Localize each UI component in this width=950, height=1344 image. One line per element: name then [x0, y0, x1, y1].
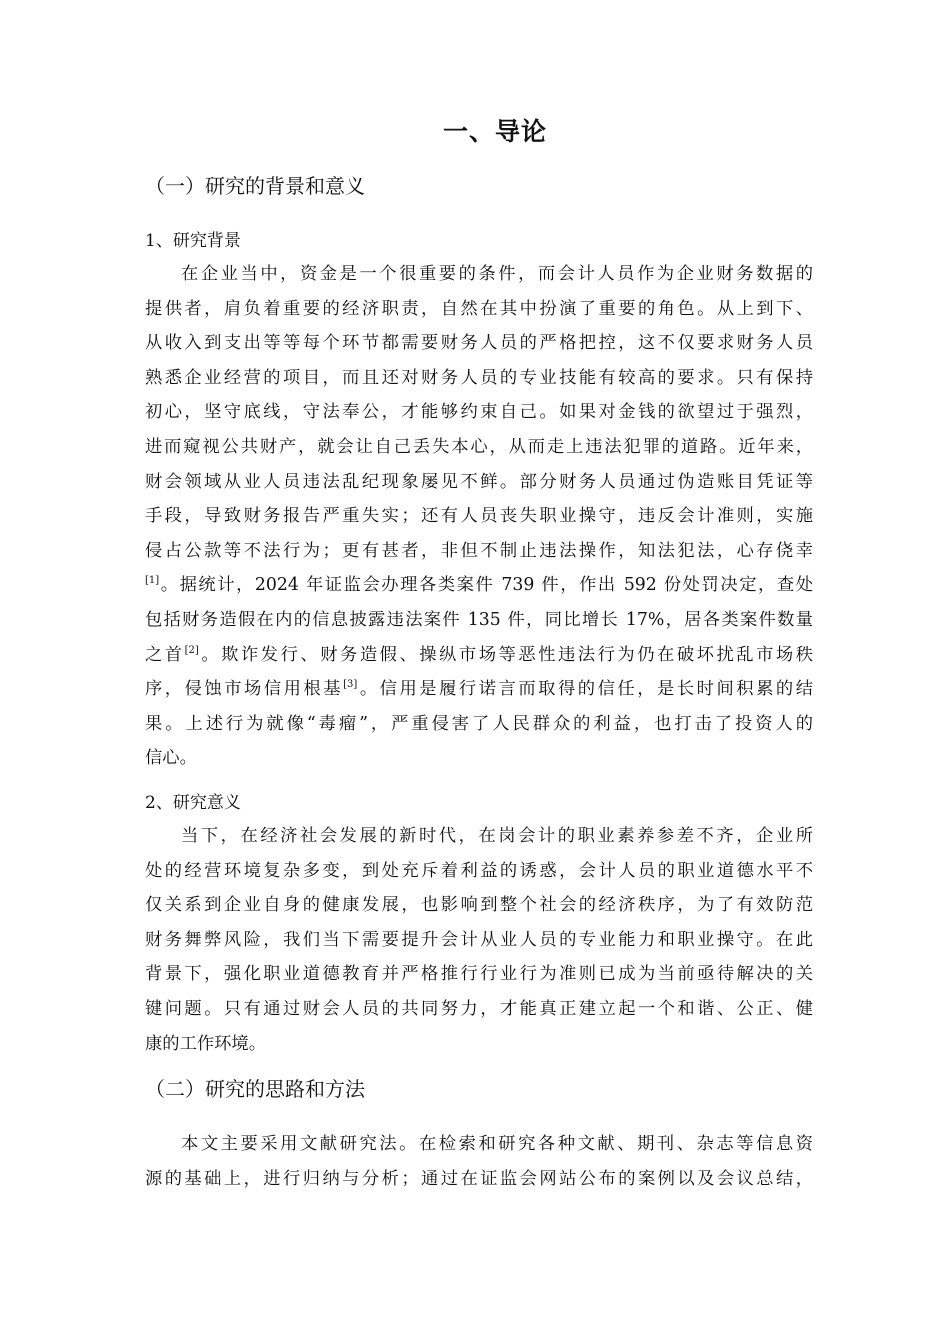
sub-heading-research-significance: 2、研究意义: [145, 793, 241, 813]
chapter-title: 一、导论: [442, 117, 547, 146]
paragraph-line-with-citation: [145, 568, 813, 603]
paragraph-line: 手段，导致财务报告严重失实；还有人员丧失职业操守，违反会计准则，实施: [145, 506, 813, 527]
paragraph-line: 当下，在经济社会发展的新时代，在岗会计的职业素养参差不齐，企业所: [181, 826, 813, 846]
paragraph-line: 果。上述行为就像“毒瘤”，严重侵害了人民群众的利益，也打击了投资人的: [145, 713, 813, 734]
paragraph-approach-methods: [145, 1127, 813, 1196]
paragraph-line: 仅关系到企业自身的健康发展，也影响到整个社会的经济秩序，为了有效防范: [145, 895, 813, 916]
paragraph-line: 熟悉企业经营的项目，而且还对财务人员的专业技能有较高的要求。只有保持: [145, 367, 813, 388]
sub-heading-research-background: 1、研究背景: [145, 231, 241, 251]
line-text: 之首: [145, 644, 185, 665]
paragraph-research-significance: [145, 819, 813, 1061]
section-heading-approach-methods: （二）研究的思路和方法: [145, 1077, 365, 1101]
paragraph-line: 在企业当中，资金是一个很重要的条件，而会计人员作为企业财务数据的: [181, 264, 813, 284]
line-text: 。信用是履行诺言而取得的信任，是长时间积累的结: [357, 679, 813, 700]
line-text: 序，侵蚀市场信用根基: [145, 679, 344, 700]
paragraph-line: 源的基础上，进行归纳与分析；通过在证监会网站公布的案例以及会议总结，: [145, 1168, 813, 1189]
line-text: 。据统计，2024 年证监会办理各类案件 739 件，作出 592 份处罚决定，查处: [159, 575, 813, 596]
paragraph-line: 处的经营环境复杂多变，到处充斥着利益的诱惑，会计人员的职业道德水平不: [145, 860, 813, 881]
paragraph-line: 信心。: [145, 748, 197, 769]
paragraph-line: 侵占公款等不法行为；更有甚者，非但不制止违法操作，知法犯法，心存侥幸: [145, 540, 813, 561]
paragraph-line: 从收入到支出等等每个环节都需要财务人员的严格把控，这不仅要求财务人员: [145, 333, 813, 354]
paragraph-line-with-citation: [145, 638, 813, 673]
paragraph-line: 财会领域从业人员违法乱纪现象屡见不鲜。部分财务人员通过伪造账目凭证等: [145, 471, 813, 492]
paragraph-line: 包括财务造假在内的信息披露违法案件 135 件，同比增长 17%，居各类案件数量: [145, 609, 813, 630]
paragraph-line: 财务舞弊风险，我们当下需要提升会计从业人员的专业能力和职业操守。在此: [145, 929, 813, 950]
paragraph-line: 康的工作环境。: [145, 1033, 266, 1054]
citation-ref-2[interactable]: [2]: [184, 644, 199, 656]
paragraph-line: 进而窥视公共财产，就会让自己丢失本心，从而走上违法犯罪的道路。近年来，: [145, 436, 813, 457]
paragraph-line: 背景下，强化职业道德教育并严格推行行业行为准则已成为当前亟待解决的关: [145, 964, 813, 985]
section-heading-background: （一）研究的背景和意义: [145, 174, 365, 198]
paragraph-line: 初心，坚守底线，守法奉公，才能够约束自己。如果对金钱的欲望过于强烈，: [145, 402, 813, 423]
citation-ref-3[interactable]: [3]: [343, 679, 358, 691]
paragraph-research-background: [145, 257, 813, 776]
paragraph-line: 键问题。只有通过财会人员的共同努力，才能真正建立起一个和谐、公正、健: [145, 998, 813, 1019]
citation-ref-1[interactable]: [1]: [145, 575, 160, 587]
line-text: 。欺诈发行、财务造假、操纵市场等恶性违法行为仍在破坏扰乱市场秩: [198, 644, 813, 665]
paragraph-line: 提供者，肩负着重要的经济职责，自然在其中扮演了重要的角色。从上到下、: [145, 298, 813, 319]
paragraph-line-with-citation: [145, 672, 813, 707]
paragraph-line: 本文主要采用文献研究法。在检索和研究各种文献、期刊、杂志等信息资: [181, 1134, 813, 1154]
